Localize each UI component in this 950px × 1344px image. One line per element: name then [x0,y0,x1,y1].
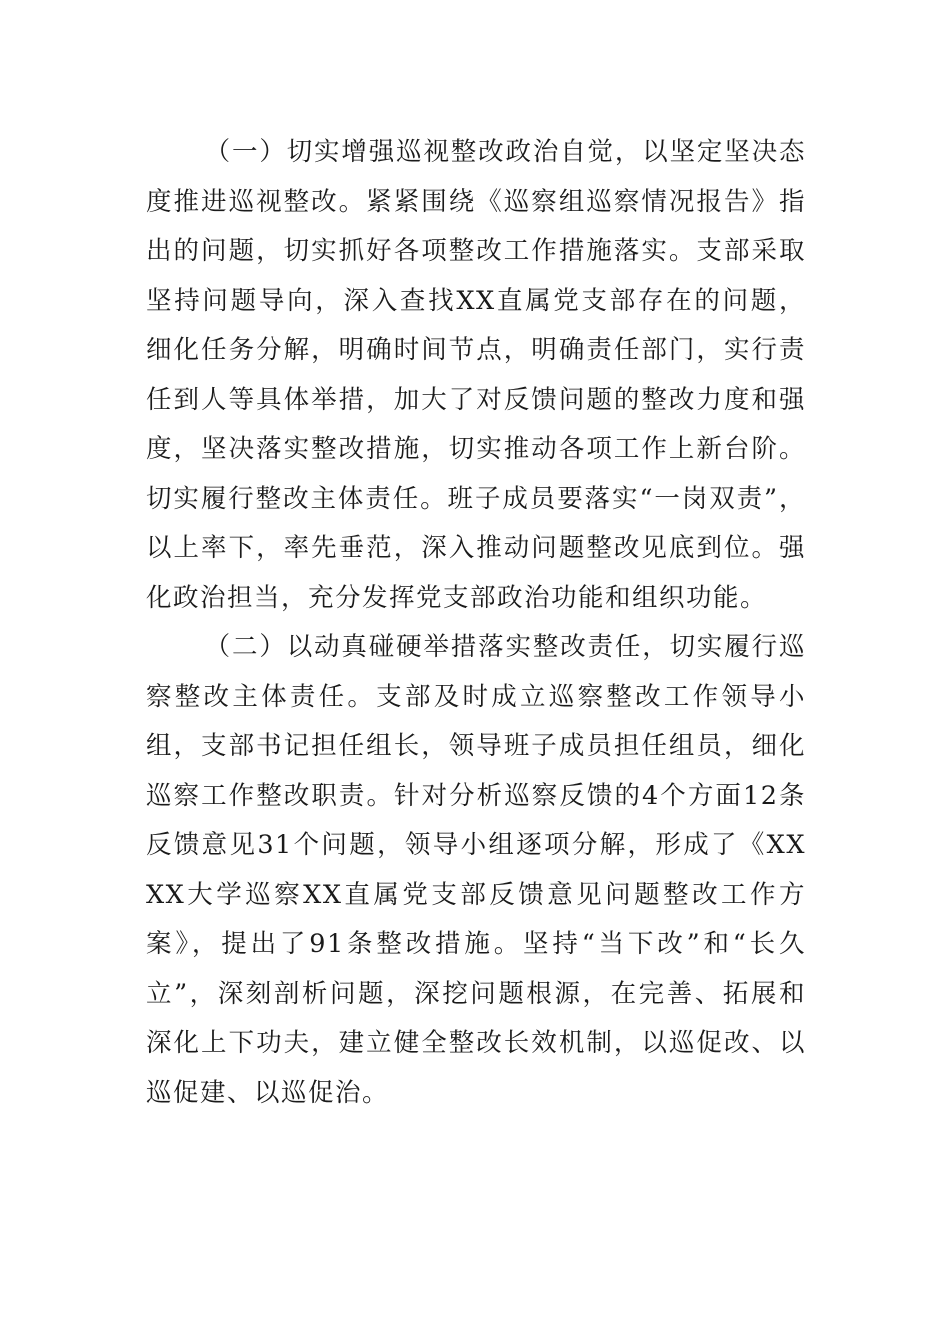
paragraph-2: （二）以动真碰硬举措落实整改责任，切实履行巡察整改主体责任。支部及时成立巡察整改工作领导小组，支部书记担任组长，领导班子成员担任组员，细化巡察工作整改职责。针对分析巡察反馈的4个方面12条反馈意见31个问题，领导小组逐项分解，形成了《XXXX大学巡察XX直属党支部反馈意见问题整改工作方案》，提出了91条整改措施。坚持“当下改”和“长久立”，深刻剖析问题，深挖问题根源，在完善、拓展和深化上下功夫，建立健全整改长效机制，以巡促改、以巡促建、以巡促治。 [146,632,806,1108]
paragraph-1: （一）切实增强巡视整改政治自觉，以坚定坚决态度推进巡视整改。紧紧围绕《巡察组巡察情况报告》指出的问题，切实抓好各项整改工作措施落实。支部采取坚持问题导向，深入查找XX直属党支部存在的问题，细化任务分解，明确时间节点，明确责任部门，实行责任到人等具体举措，加大了对反馈问题的整改力度和强度，坚决落实整改措施，切实推动各项工作上新台阶。切实履行整改主体责任。班子成员要落实“一岗双责”，以上率下，率先垂范，深入推动问题整改见底到位。强化政治担当，充分发挥党支部政治功能和组织功能。 [146,137,806,613]
document-body [146,128,806,1118]
